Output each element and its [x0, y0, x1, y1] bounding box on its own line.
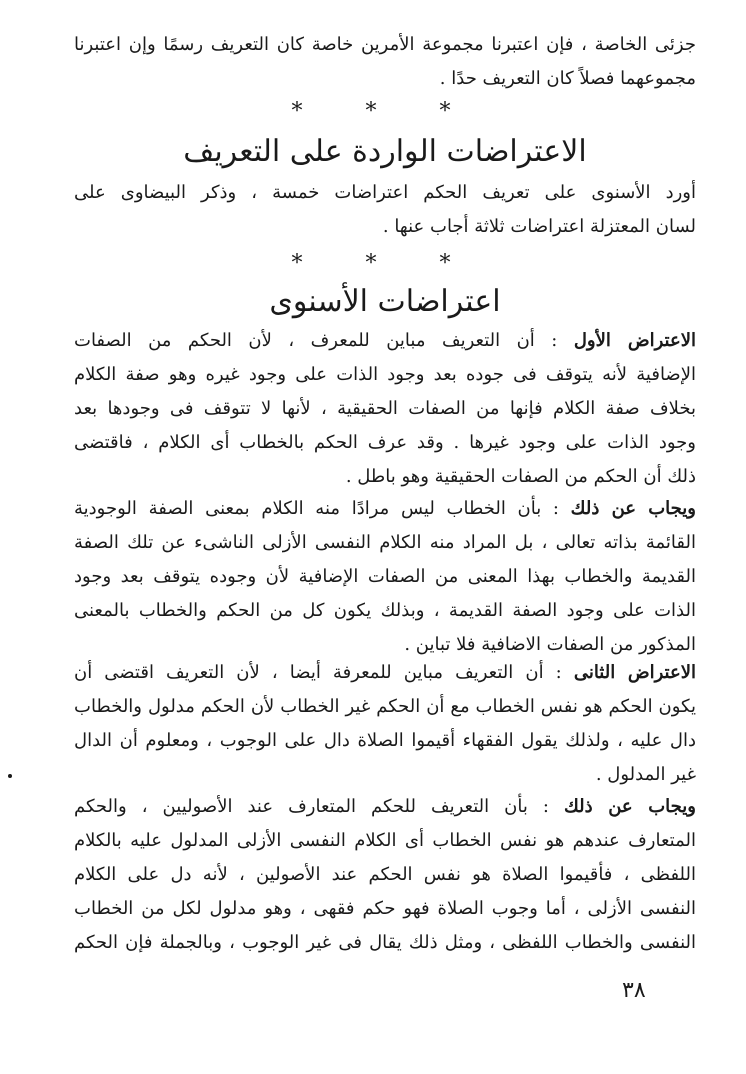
text-line: وجود الذات على وجود غيرها . وقد عرف الحكم بالخطاب أى الكلام ، فاقتضى — [74, 432, 696, 453]
text-line: يكون الحكم هو نفس الخطاب مع أن الحكم غير الخطاب لأن الحكم مدلول والخطاب — [74, 696, 696, 717]
text-line — [74, 492, 696, 526]
subsection-title: اعتراضات الأسنوى — [269, 284, 501, 319]
text-line: أورد الأسنوى على تعريف الحكم اعتراضات خمسة ، وذكر البيضاوى على — [74, 182, 696, 203]
text-line: المتعارف عندهم هو نفس الخطاب أى الكلام النفسى الأزلى المدلول عليه بالكلام — [74, 830, 696, 851]
margin-dot — [8, 774, 12, 778]
text-line: جزئى الخاصة ، فإن اعتبرنا مجموعة الأمرين خاصة كان التعريف رسمًا وإن اعتبرنا — [74, 34, 696, 55]
text-line: النفسى الأزلى ، أما وجوب الصلاة فهو حكم فقهى ، وهو مدلول لكل من الخطاب — [74, 898, 696, 919]
text-line: لسان المعتزلة اعتراضات ثلاثة أجاب عنها . — [382, 216, 696, 237]
answer-text: : بأن الخطاب ليس مرادًا منه الكلام بمعنى الصفة الوجودية — [74, 498, 559, 519]
objection-text: : أن التعريف مباين للمعرفة أيضا ، لأن التعريف اقتضى أن — [74, 662, 562, 683]
objection-2-paragraph — [74, 656, 696, 792]
answer-2-paragraph — [74, 790, 696, 960]
text-line: الذات على وجود الصفة القديمة ، وبذلك يكون كل من الحكم والخطاب بالمعنى — [74, 600, 696, 621]
text-line: اللفظى ، فأقيموا الصلاة هو نفس الحكم عند الأصولين ، لأنه دل على الكلام — [74, 864, 696, 885]
section-title: الاعتراضات الواردة على التعريف — [183, 134, 587, 169]
text-line: دال عليه ، ولذلك يقول الفقهاء أقيموا الصلاة دال على الوجوب ، ومعلوم أن الدال — [74, 730, 696, 751]
text-line: ذلك أن الحكم من الصفات الحقيقية وهو باطل . — [345, 466, 696, 487]
text-line — [74, 324, 696, 358]
intro-paragraph — [74, 28, 696, 96]
answer-text: : بأن التعريف للحكم المتعارف عند الأصوليين ، والحكم — [74, 796, 549, 817]
answer-1-paragraph — [74, 492, 696, 662]
text-line: الإضافية لأنه يتوقف فى جوده بعد وجود الذات على وجود غيره وهو صفة الكلام — [74, 364, 696, 385]
text-line — [74, 656, 696, 690]
text-line: مجموعهما فصلاً كان التعريف حدًا . — [439, 68, 696, 89]
objection-1-paragraph — [74, 324, 696, 494]
text-line: القديمة والخطاب بهذا المعنى من الصفات الإضافية لأن وجوده يتوقف بعد وجود — [74, 566, 696, 587]
objection-lead: الاعتراض الثانى — [573, 662, 696, 683]
separator-stars: * * * — [291, 251, 479, 276]
answer-lead: ويجاب عن ذلك — [564, 796, 696, 817]
text-line: النفسى والخطاب اللفظى ، ومثل ذلك يقال فى غير الوجوب ، وبالجملة فإن الحكم — [74, 932, 696, 953]
answer-lead: ويجاب عن ذلك — [570, 498, 696, 519]
text-line — [74, 790, 696, 824]
page-number: ٣٨ — [622, 978, 646, 1003]
separator-stars: * * * — [291, 99, 479, 124]
text-line: بخلاف صفة الكلام فإنها من الصفات الحقيقية ، لأنها لا تتوقف فى وجودها بعد — [74, 398, 696, 419]
text-line: المذكور من الصفات الاضافية فلا تباين . — [404, 634, 696, 655]
text-line: غير المدلول . — [595, 764, 696, 785]
objection-text: : أن التعريف مباين للمعرف ، لأن الحكم من الصفات — [74, 330, 558, 351]
text-line: القائمة بذاته تعالى ، بل المراد منه الكلام النفسى الأزلى الناشىء عن تلك الصفة — [74, 532, 696, 553]
section-paragraph — [74, 176, 696, 244]
objection-lead: الاعتراض الأول — [573, 330, 696, 351]
